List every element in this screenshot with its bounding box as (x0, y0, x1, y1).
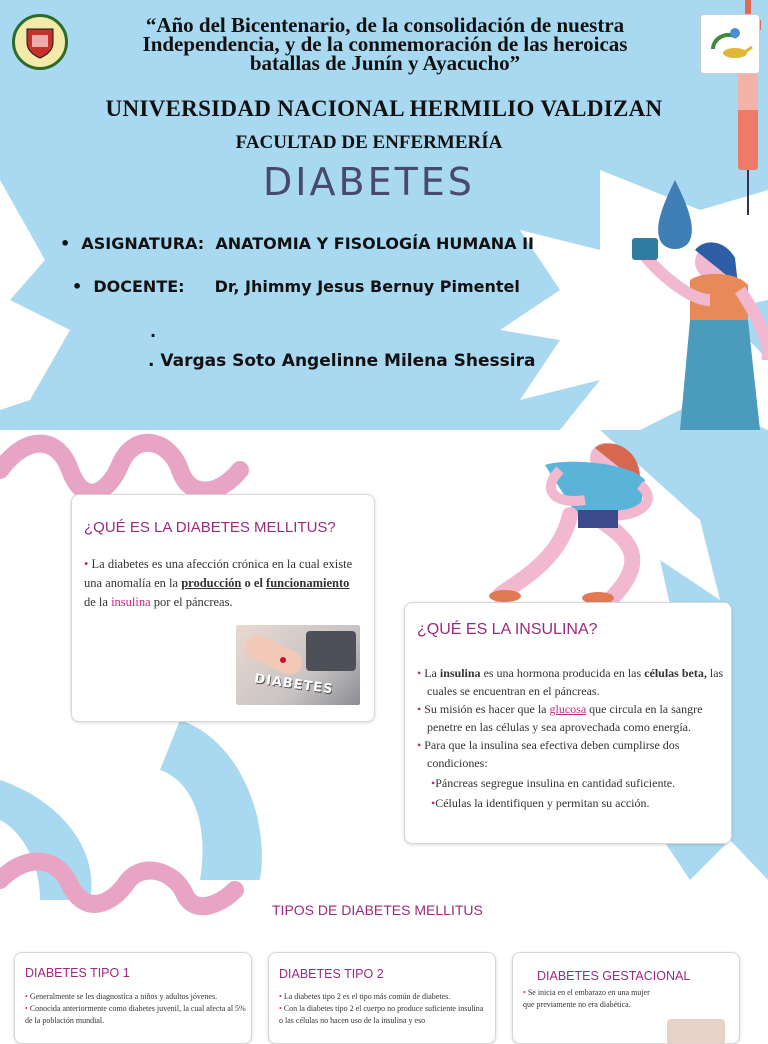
motto-line-2: Independencia, y de la conmemoración de las heroicas (142, 32, 628, 56)
card-body (84, 555, 360, 612)
insulin-bullet-2 (417, 700, 725, 736)
bullet-icon: • (25, 1004, 30, 1013)
type2-bullet-2 (279, 1003, 489, 1027)
glucometer-image (236, 625, 360, 705)
body-text: Páncreas segregue insulina en cantidad suficiente. (435, 776, 676, 790)
card-title: DIABETES GESTACIONAL (537, 969, 691, 983)
body-text: las cuales se encuentran en el páncreas. (427, 666, 724, 698)
bullet-icon: • (417, 738, 425, 752)
card-title: ¿QUÉ ES LA DIABETES MELLITUS? (84, 519, 336, 536)
body-text: Con la diabetes tipo 2 el cuerpo no produce suficiente insulina o las células no hacen uso de la insulina y eso (279, 1004, 484, 1025)
motto-line-3: batallas de Junín y Ayacucho” (249, 51, 521, 75)
card-title: DIABETES TIPO 2 (279, 967, 384, 981)
bullet-icon: • (523, 988, 528, 997)
card-gestational (512, 952, 740, 1044)
pink-ribbon-2 (0, 861, 235, 906)
insulin-sub-bullet-1 (417, 774, 725, 792)
body-text: por el páncreas. (150, 595, 233, 609)
bullet-icon: • (279, 1004, 284, 1013)
card-type-1 (14, 952, 252, 1044)
bullet-icon: • (417, 702, 425, 716)
keyword-celulas-beta: células beta, (644, 666, 707, 680)
body-text: La (424, 666, 440, 680)
bullet-icon: • (417, 666, 425, 680)
insulin-bullet-1 (417, 664, 725, 700)
insulin-bullet-3 (417, 736, 725, 772)
body-text: Conocida anteriormente como diabetes juvenil, la cual afecta al 5% de la población mundial. (25, 1004, 246, 1025)
faculty-logo (700, 14, 760, 74)
body-text: La diabetes es una afección crónica en la cual existe una anomalía en la (84, 557, 353, 590)
keyword-insulina: insulina (111, 595, 151, 609)
student-name: . Vargas Soto Angelinne Milena Shessira (148, 351, 536, 371)
body-text: Células la identifiquen y permitan su acción. (435, 796, 650, 810)
gestational-bullet-1 (523, 987, 653, 1011)
pink-ribbon-1 (0, 443, 240, 493)
card-title: DIABETES TIPO 1 (25, 966, 130, 980)
subject-label: ASIGNATURA: (81, 234, 205, 253)
body-text: Su misión es hacer que la (424, 702, 550, 716)
body-text: es una hormona producida en las (480, 666, 645, 680)
page-title: DIABETES (263, 160, 475, 204)
card-body (523, 987, 653, 1011)
university-name: UNIVERSIDAD NACIONAL HERMILIO VALDIZAN (105, 96, 663, 121)
body-text: o el (241, 576, 267, 590)
dot-line: . (150, 322, 157, 341)
keyword-produccion: producción (181, 576, 242, 590)
teacher-line (72, 277, 520, 296)
bullet-icon: • (84, 557, 92, 571)
teacher-value: Dr, Jhimmy Jesus Bernuy Pimentel (214, 277, 520, 296)
bullet-icon: • (72, 277, 94, 296)
lamp-icon (705, 19, 755, 69)
card-body (25, 991, 247, 1027)
body-text: Se inicia en el embarazo en una mujer que previamente no era diabética. (523, 988, 650, 1009)
body-text: La diabetes tipo 2 es el tipo más común de diabetes. (283, 992, 451, 1001)
motto-line-1: “Año del Bicentenario, de la consolidación de nuestra (145, 13, 625, 37)
body-text: que circula en la sangre penetre en las células y sea aprovechada como energía. (427, 702, 703, 734)
bullet-icon: • (279, 992, 284, 1001)
card-what-is-diabetes (71, 494, 375, 722)
type2-bullet-1 (279, 991, 489, 1003)
keyword-funcionamiento: funcionamiento (266, 576, 350, 590)
bullet-icon: • (25, 992, 30, 1001)
body-text: Para que la insulina sea efectiva deben cumplirse dos condiciones: (424, 738, 680, 770)
type1-bullet-1 (25, 991, 247, 1003)
university-logo (12, 14, 68, 70)
type1-bullet-2 (25, 1003, 247, 1027)
faculty-name: FACULTAD DE ENFERMERÍA (235, 132, 503, 153)
subject-line (60, 234, 534, 253)
card-body (279, 991, 489, 1027)
bullet-icon: • (431, 776, 436, 790)
card-title: ¿QUÉ ES LA INSULINA? (417, 621, 598, 638)
types-heading: TIPOS DE DIABETES MELLITUS (272, 902, 483, 918)
motto (70, 13, 700, 75)
teacher-label: DOCENTE: (93, 277, 185, 296)
gestational-image (667, 1019, 725, 1043)
keyword-insulina: insulina (439, 666, 481, 680)
body-text: de la (84, 595, 112, 609)
card-body (417, 664, 725, 812)
bullet-icon: • (60, 234, 82, 253)
card-what-is-insulin (404, 602, 732, 844)
bullet-icon: • (431, 796, 436, 810)
card-type-2 (268, 952, 496, 1044)
keyword-glucosa: glucosa (549, 702, 587, 716)
sky-arc-left (160, 720, 262, 880)
subject-value: ANATOMIA Y FISOLOGÍA HUMANA II (215, 234, 534, 253)
body-text: Generalmente se les diagnostica a niños y adultos jóvenes. (29, 992, 218, 1001)
woman-illustration-middle (489, 443, 648, 604)
image-label: DIABETES (253, 671, 335, 698)
insulin-sub-bullet-2 (417, 794, 725, 812)
shield-icon (21, 23, 59, 61)
